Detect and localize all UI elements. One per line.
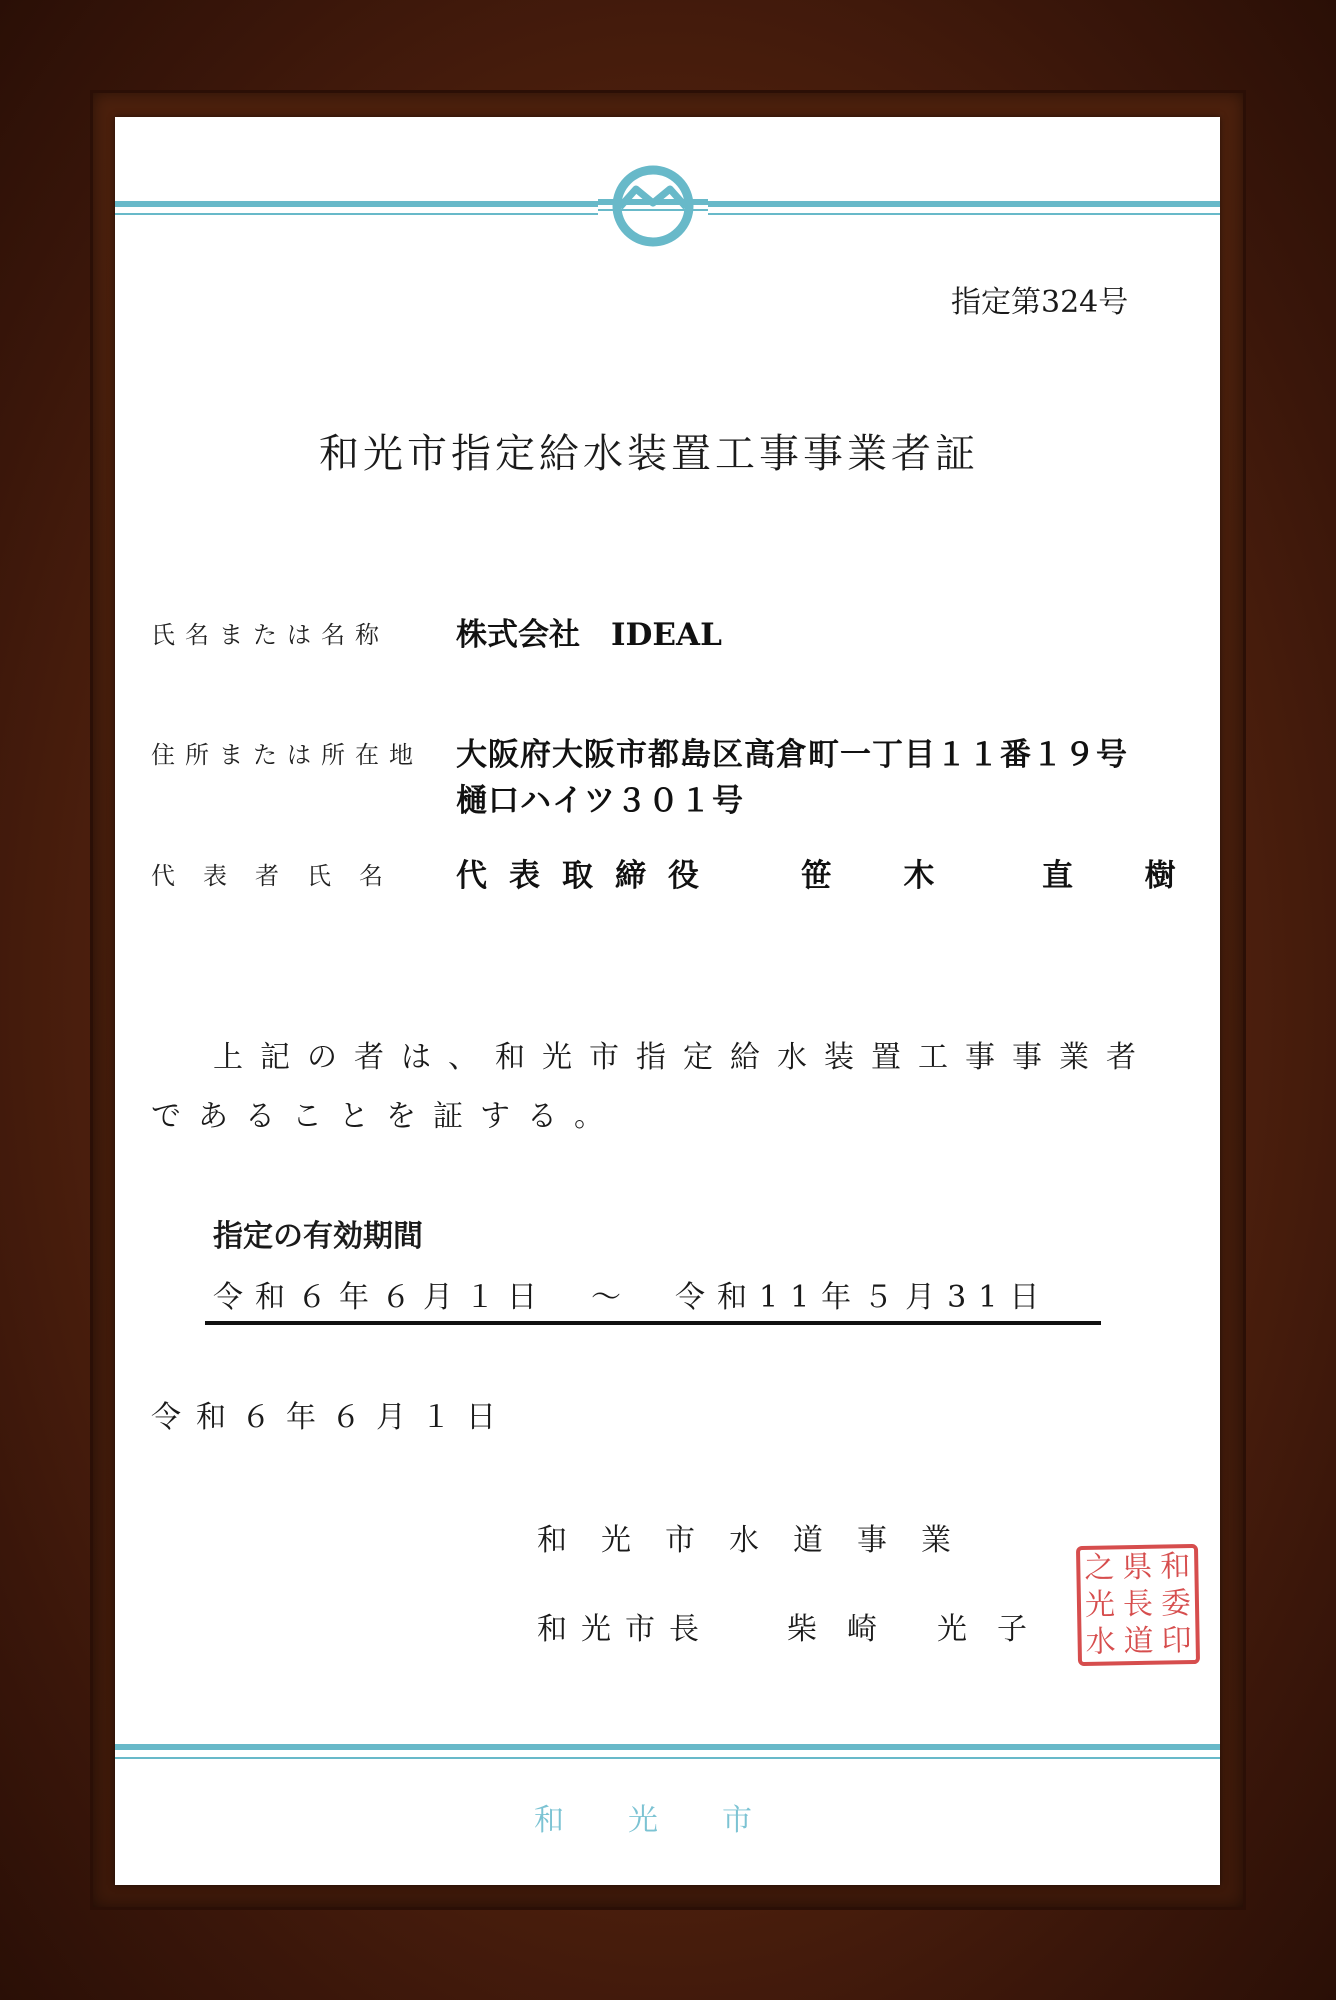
certification-text-line-2: であることを証する。 <box>151 1099 621 1134</box>
rep-name-char-3: 直 <box>1041 858 1073 894</box>
bottom-rule-thick <box>115 1744 1220 1750</box>
issuer-name: 柴 崎 光 子 <box>787 1612 1027 1647</box>
address-label: 住所または所在地 <box>151 741 423 769</box>
rep-name-char-4: 樹 <box>1144 858 1176 894</box>
rep-name-char-2: 木 <box>903 858 935 894</box>
page-title: 和光市指定給水装置工事事業者証 <box>319 431 979 477</box>
representative-title: 代表取締役 <box>456 858 721 894</box>
validity-range: 令和６年６月１日 ～ 令和11年５月31日 <box>213 1280 1052 1315</box>
official-seal-stamp: 之 県 和 光 長 委 水 道 印 <box>1076 1544 1200 1666</box>
validity-underline <box>205 1321 1101 1325</box>
certificate-number: 指定第324号 <box>951 285 1129 320</box>
address-line-2: 樋口ハイツ３０１号 <box>456 783 744 819</box>
certificate-paper <box>115 117 1220 1885</box>
issue-date: 令和６年６月１日 <box>151 1400 511 1435</box>
name-value: 株式会社 IDEAL <box>456 617 722 653</box>
issuer-organization: 和光市水道事業 <box>537 1523 985 1558</box>
rep-name-char-1: 笹 <box>800 858 832 894</box>
city-emblem-icon <box>598 163 708 249</box>
issuer-title: 和光市長 <box>537 1612 713 1647</box>
representative-label: 代表者氏名 <box>151 862 411 890</box>
bottom-rule-thin <box>115 1757 1220 1759</box>
name-label: 氏名または名称 <box>151 621 389 649</box>
certification-text-line-1: 上記の者は、和光市指定給水装置工事事業者 <box>213 1040 1153 1075</box>
representative-name <box>790 850 1176 895</box>
validity-heading: 指定の有効期間 <box>213 1219 423 1254</box>
footer-city-name: 和光市 <box>534 1803 816 1838</box>
address-line-1: 大阪府大阪市都島区高倉町一丁目１１番１９号 <box>456 737 1128 773</box>
